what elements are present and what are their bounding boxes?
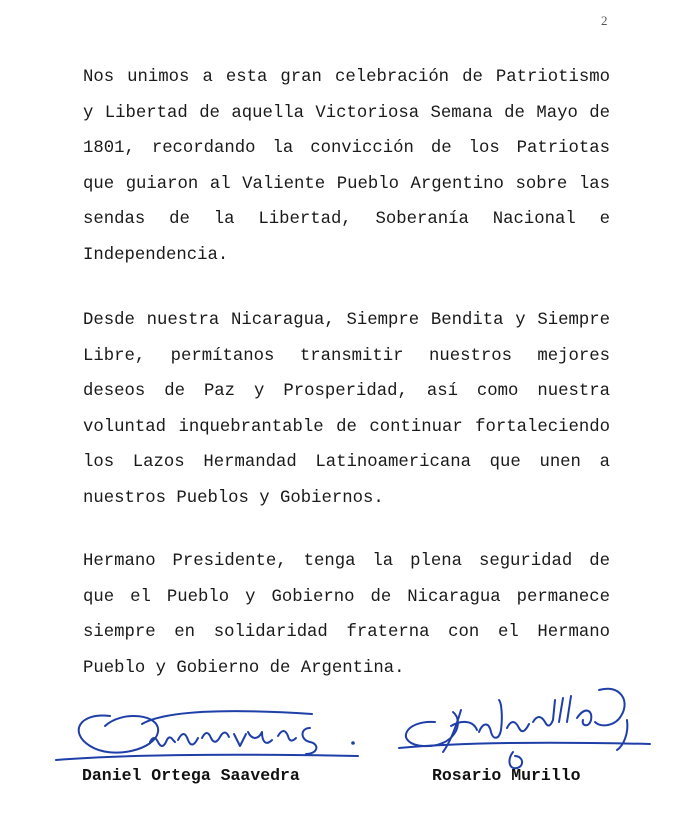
page-number: 2 [601, 13, 608, 28]
signer-name-murillo: Rosario Murillo [432, 766, 581, 785]
ortega-signature-dot [351, 741, 355, 745]
paragraph-solidarity: Hermano Presidente, tenga la plena seguridad de que el Pueblo y Gobierno de Nicaragua permanece siempre en solidaridad fraterna con el Hermano Pueblo y Gobierno de Argentina. [83, 552, 610, 678]
paragraph-celebration: Nos unimos a esta gran celebración de Patriotismo y Libertad de aquella Victoriosa Semana de Mayo de 1801, recordando la convicción de los Patriotas que guiaron al Valiente Pueblo Argentino sobre las sendas de la Libertad, Soberanía Nacional e Independencia. [83, 68, 610, 265]
murillo-signature-strokes [399, 689, 650, 769]
letter-body [83, 60, 610, 686]
ortega-handwritten-signature [50, 702, 365, 772]
signer-name-ortega: Daniel Ortega Saavedra [82, 766, 300, 785]
paragraph-wishes: Desde nuestra Nicaragua, Siempre Bendita y Siempre Libre, permítanos transmitir nuestros mejores deseos de Paz y Prosperidad, así como nuestra voluntad inquebrantable de continuar fortaleciendo los Lazos Hermandad Latinoamericana que unen a nuestros Pueblos y Gobiernos. [83, 311, 610, 508]
signature-block [0, 680, 680, 823]
ortega-signature-strokes [56, 711, 358, 760]
